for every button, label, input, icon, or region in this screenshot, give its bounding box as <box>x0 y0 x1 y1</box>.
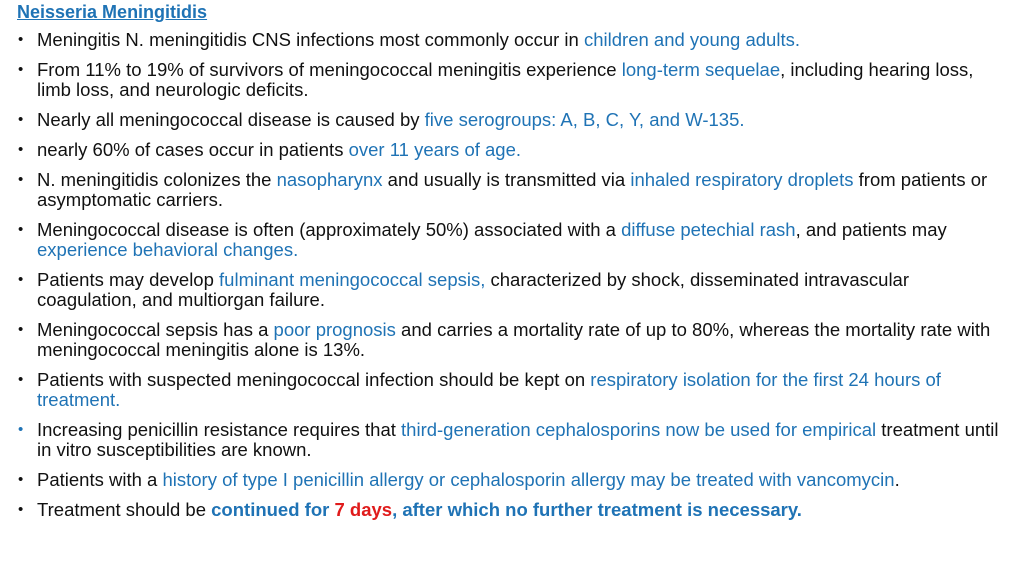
bullet-dot-icon: • <box>18 31 24 48</box>
bullet-text: Meningococcal disease is often (approximately 50%) associated with a <box>37 219 622 240</box>
bullet-item <box>17 470 1007 490</box>
bullet-text: and usually is transmitted via <box>382 169 631 190</box>
bullet-dot-icon: • <box>18 421 24 438</box>
bullet-item <box>17 110 1007 130</box>
bullet-text: , including hearing loss, limb loss, and neurologic deficits. <box>37 59 974 100</box>
page-title: Neisseria Meningitidis <box>17 2 208 22</box>
bullet-text: Patients may develop <box>37 269 220 290</box>
bullet-text: nearly 60% of cases occur in patients <box>37 139 349 160</box>
bullet-text: Meningococcal sepsis has a <box>37 319 274 340</box>
bullet-text: , and patients may <box>795 219 947 240</box>
highlighted-text: history of type I penicillin allergy or cephalosporin allergy may be treated with vancomycin <box>162 469 895 490</box>
highlighted-text: diffuse petechial rash <box>621 219 796 240</box>
highlighted-text: continued for <box>211 499 335 520</box>
bullet-text: Meningitis N. meningitidis CNS infections most commonly occur in <box>37 29 584 50</box>
bullet-text: Patients with a <box>37 469 163 490</box>
bullet-dot-icon: • <box>18 61 24 78</box>
bullet-text: treatment until in vitro susceptibilities are known. <box>37 419 999 460</box>
bullet-dot-icon: • <box>18 471 24 488</box>
bullet-item <box>17 220 1007 260</box>
bullet-text: Increasing penicillin resistance requires that <box>37 419 402 440</box>
highlighted-text: experience behavioral changes. <box>37 239 299 260</box>
bullet-list <box>17 30 1007 530</box>
bullet-text: and carries a mortality rate of up to 80%, whereas the mortality rate with meningococcal meningitis alone is 13%. <box>37 319 991 360</box>
highlighted-text: third-generation cephalosporins now be used for empirical <box>401 419 877 440</box>
bullet-dot-icon: • <box>18 501 24 518</box>
bullet-text: Patients with suspected meningococcal infection should be kept on <box>37 369 591 390</box>
highlighted-text: nasopharynx <box>276 169 383 190</box>
highlighted-text: over 11 years of age. <box>348 139 522 160</box>
highlighted-text: fulminant meningococcal sepsis, <box>219 269 486 290</box>
bullet-text: N. meningitidis colonizes the <box>37 169 277 190</box>
bullet-item <box>17 30 1007 50</box>
bullet-text: Treatment should be <box>37 499 212 520</box>
bullet-text: . <box>894 469 900 490</box>
highlighted-text: respiratory isolation for the first 24 hours of treatment. <box>37 369 941 410</box>
bullet-dot-icon: • <box>18 141 24 158</box>
bullet-item <box>17 170 1007 210</box>
bullet-dot-icon: • <box>18 111 24 128</box>
bullet-item <box>17 500 1007 520</box>
bullet-item <box>17 320 1007 360</box>
bullet-text: characterized by shock, disseminated intravascular coagulation, and multiorgan failure. <box>37 269 909 310</box>
highlighted-text: inhaled respiratory droplets <box>630 169 854 190</box>
bullet-item <box>17 370 1007 410</box>
bullet-dot-icon: • <box>18 221 24 238</box>
highlighted-text: , after which no further treatment is necessary. <box>392 499 802 520</box>
bullet-item <box>17 270 1007 310</box>
highlighted-text: long-term sequelae <box>621 59 781 80</box>
bullet-item <box>17 60 1007 100</box>
highlighted-text: children and young adults. <box>583 29 800 50</box>
bullet-text: from patients or asymptomatic carriers. <box>37 169 988 210</box>
highlighted-text: 7 days <box>334 499 393 520</box>
highlighted-text: poor prognosis <box>273 319 396 340</box>
bullet-dot-icon: • <box>18 271 24 288</box>
highlighted-text: five serogroups: A, B, C, Y, and W-135. <box>424 109 745 130</box>
bullet-dot-icon: • <box>18 371 24 388</box>
bullet-text: Nearly all meningococcal disease is caused by <box>37 109 425 130</box>
bullet-text: From 11% to 19% of survivors of meningococcal meningitis experience <box>37 59 622 80</box>
bullet-dot-icon: • <box>18 171 24 188</box>
bullet-item <box>17 420 1007 460</box>
bullet-dot-icon: • <box>18 321 24 338</box>
bullet-item <box>17 140 1007 160</box>
